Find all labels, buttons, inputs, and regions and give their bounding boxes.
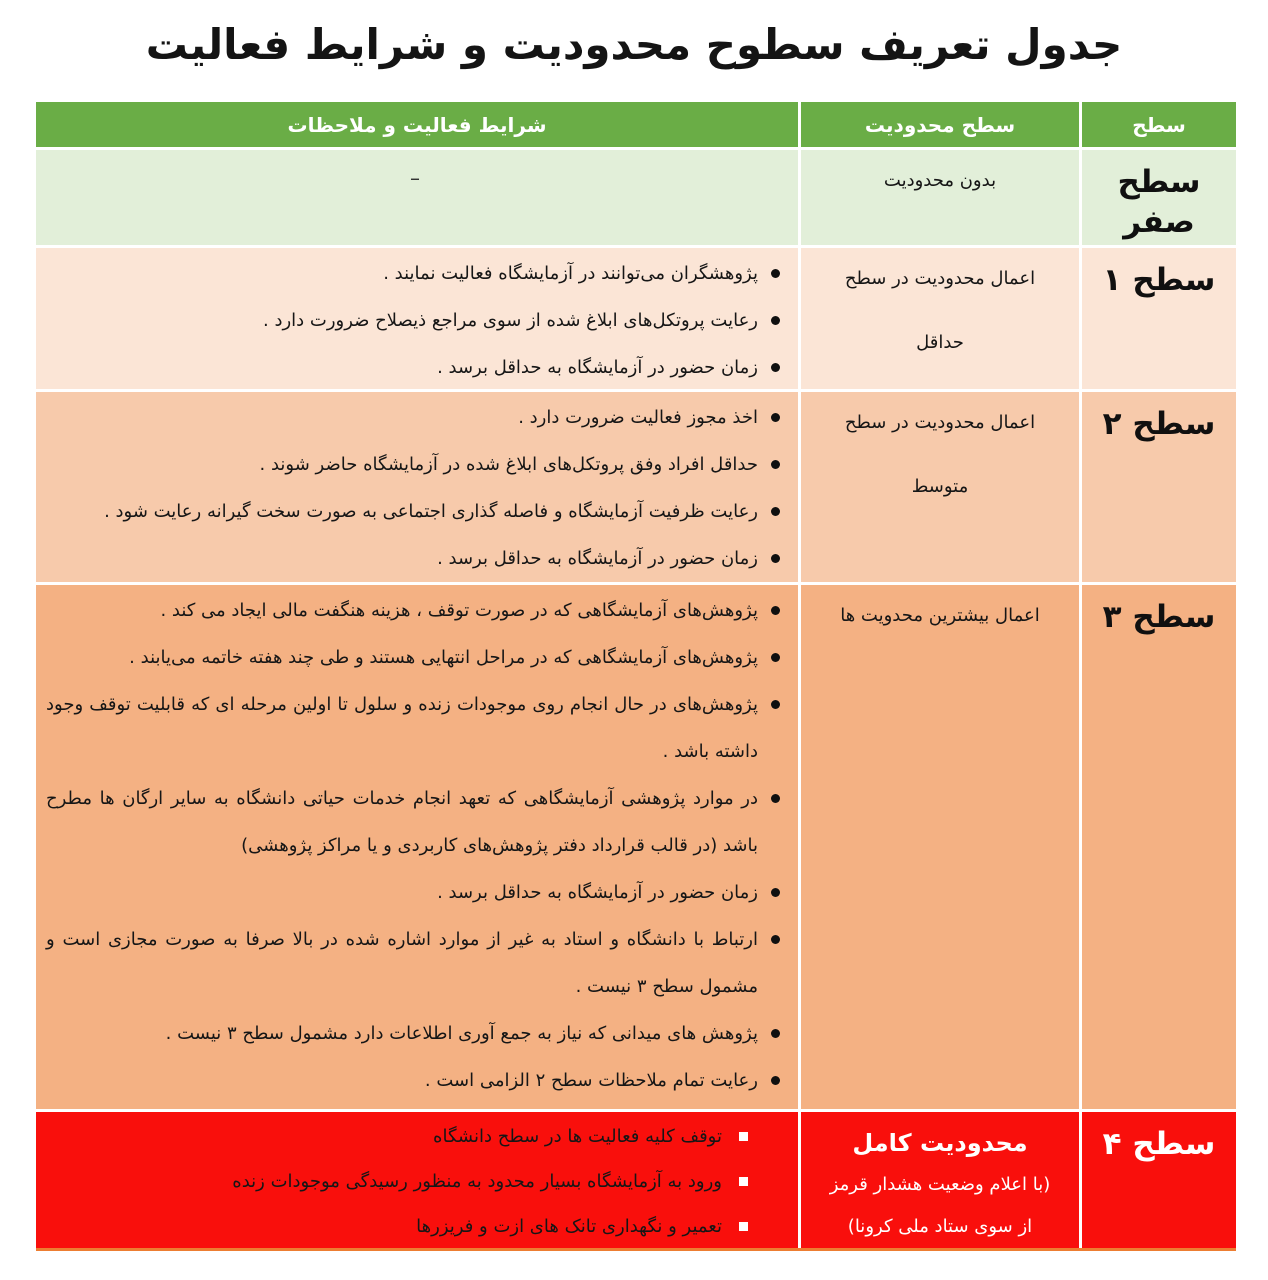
header-restriction-level: سطح محدودیت — [801, 102, 1079, 147]
condition-item: ورود به آزمایشگاه بسیار محدود به منظور رسیدگی موجودات زنده — [46, 1159, 784, 1204]
conditions-cell — [36, 248, 798, 389]
conditions-cell — [36, 150, 798, 245]
condition-item: اخذ مجوز فعالیت ضرورت دارد . — [46, 394, 784, 441]
condition-item: رعایت تمام ملاحظات سطح ۲ الزامی است . — [46, 1057, 784, 1104]
restriction-cell — [801, 1112, 1079, 1248]
restriction-line: بدون محدودیت — [883, 170, 997, 191]
page-title: جدول تعریف سطوح محدودیت و شرایط فعالیت — [145, 20, 1123, 69]
level-cell: سطح ۳ — [1082, 585, 1236, 1109]
restriction-line: محدودیت کامل — [852, 1129, 1028, 1157]
conditions-cell — [36, 392, 798, 582]
condition-item: حداقل افراد وفق پروتکل‌های ابلاغ شده در آزمایشگاه حاضر شوند . — [46, 441, 784, 488]
header-activity-conditions: شرایط فعالیت و ملاحظات — [36, 102, 798, 147]
condition-item: توقف کلیه فعالیت ها در سطح دانشگاه — [46, 1114, 784, 1159]
condition-item: تعمیر و نگهداری تانک های ازت و فریزرها — [46, 1204, 784, 1248]
condition-item: پژوهشگران می‌توانند در آزمایشگاه فعالیت نمایند . — [46, 250, 784, 297]
condition-item: رعایت ظرفیت آزمایشگاه و فاصله گذاری اجتماعی به صورت سخت گیرانه رعایت شود . — [46, 488, 784, 535]
no-restriction-dash: – — [410, 166, 420, 190]
restriction-cell — [801, 585, 1079, 1109]
conditions-cell — [36, 585, 798, 1109]
level-cell: سطح ۴ — [1082, 1112, 1236, 1248]
restriction-line: حداقل — [916, 332, 964, 353]
restriction-line: متوسط — [911, 476, 969, 497]
condition-item: زمان حضور در آزمایشگاه به حداقل برسد . — [46, 535, 784, 582]
restriction-line: اعمال بیشترین محدویت ها — [840, 605, 1040, 626]
condition-item: پژوهش‌های در حال انجام روی موجودات زنده و سلول تا اولین مرحله ای که قابلیت توقف وجود داشته باشد . — [46, 681, 784, 775]
header-level: سطح — [1082, 102, 1236, 147]
restriction-line: اعمال محدودیت در سطح — [844, 268, 1036, 289]
restriction-line: اعمال محدودیت در سطح — [844, 412, 1036, 433]
conditions-cell — [36, 1112, 798, 1248]
condition-item: پژوهش های میدانی که نیاز به جمع آوری اطلاعات دارد مشمول سطح ۳ نیست . — [46, 1010, 784, 1057]
restriction-line: (با اعلام وضعیت هشدار قرمز — [829, 1174, 1051, 1195]
condition-item: پژوهش‌های آزمایشگاهی که در صورت توقف ، هزینه هنگفت مالی ایجاد می کند . — [46, 587, 784, 634]
restriction-cell — [801, 150, 1079, 245]
condition-item: پژوهش‌های آزمایشگاهی که در مراحل انتهایی هستند و طی چند هفته خاتمه می‌یابند . — [46, 634, 784, 681]
restriction-cell — [801, 392, 1079, 582]
condition-item: در موارد پژوهشی آزمایشگاهی که تعهد انجام خدمات حیاتی دانشگاه به سایر ارگان ها مطرح باشد (در قالب قرارداد دفتر پژوهش‌های کاربردی و یا مراکز پژوهشی) — [46, 775, 784, 869]
level-cell: سطح ۲ — [1082, 392, 1236, 582]
condition-item: ارتباط با دانشگاه و استاد به غیر از موارد اشاره شده در بالا صرفا به صورت مجازی است و مشمول سطح ۳ نیست . — [46, 916, 784, 1010]
condition-item: رعایت پروتکل‌های ابلاغ شده از سوی مراجع ذیصلاح ضرورت دارد . — [46, 297, 784, 344]
levels-table — [36, 102, 1236, 1251]
level-cell: سطح صفر — [1082, 150, 1236, 245]
condition-item: زمان حضور در آزمایشگاه به حداقل برسد . — [46, 869, 784, 916]
restriction-line: از سوی ستاد ملی کرونا) — [847, 1216, 1033, 1237]
condition-item: زمان حضور در آزمایشگاه به حداقل برسد . — [46, 344, 784, 389]
restriction-cell — [801, 248, 1079, 389]
level-cell: سطح ۱ — [1082, 248, 1236, 389]
